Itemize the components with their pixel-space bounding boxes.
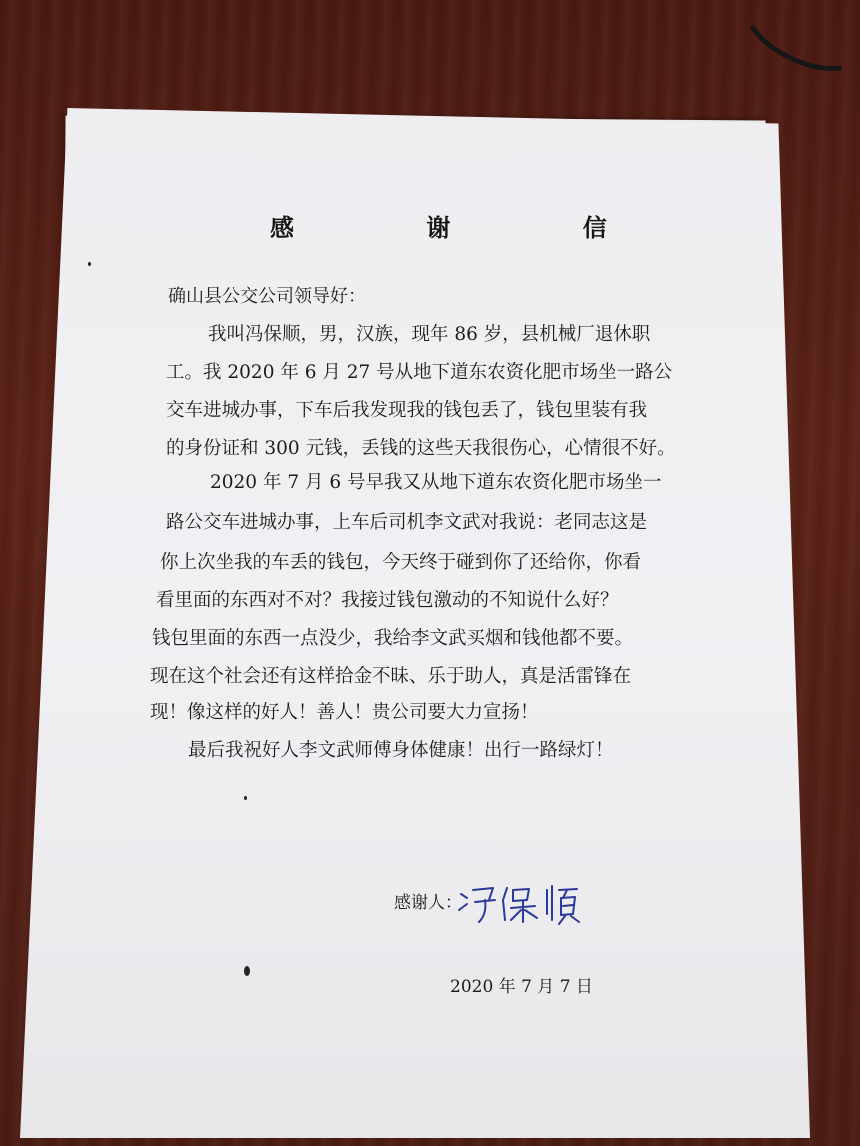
handwritten-signature xyxy=(455,880,585,926)
paragraph-1-line-4: 的身份证和 300 元钱，丢钱的这些天我很伤心，心情很不好。 xyxy=(166,438,676,459)
salutation: 确山县公交公司领导好： xyxy=(168,286,366,307)
paragraph-2-line-2: 路公交车进城办事，上车后司机李文武对我说：老同志这是 xyxy=(166,512,648,533)
letter-paper xyxy=(20,108,810,1138)
letter-title: 感 谢 信 xyxy=(270,213,669,242)
paragraph-1-line-1: 我叫冯保顺，男，汉族，现年 86 岁，县机械厂退休职 xyxy=(208,324,651,345)
paragraph-1-line-3: 交车进城办事，下车后我发现我的钱包丢了，钱包里装有我 xyxy=(166,400,648,421)
ink-speck xyxy=(88,262,91,266)
paragraph-2-line-4: 看里面的东西对不对？我接过钱包激动的不知说什么好？ xyxy=(156,590,619,611)
paragraph-2-line-3: 你上次坐我的车丢的钱包，今天终于碰到你了还给你，你看 xyxy=(160,552,642,573)
cable xyxy=(731,0,860,88)
paragraph-2-line-7: 现！像这样的好人！善人！贵公司要大力宣扬！ xyxy=(150,702,539,723)
paragraph-2-line-5: 钱包里面的东西一点没少，我给李文武买烟和钱他都不要。 xyxy=(152,628,634,649)
paragraph-3-line-1: 最后我祝好人李文武师傅身体健康！出行一路绿灯！ xyxy=(188,740,614,761)
paragraph-2-line-1: 2020 年 7 月 6 号早我又从地下道东农资化肥市场坐一 xyxy=(210,472,662,493)
letter-date: 2020 年 7 月 7 日 xyxy=(450,977,593,997)
paragraph-2-line-6: 现在这个社会还有这样拾金不昧、乐于助人，真是活雷锋在 xyxy=(150,666,632,687)
signer-label: 感谢人： xyxy=(394,893,462,913)
paragraph-1-line-2: 工。我 2020 年 6 月 27 号从地下道东农资化肥市场坐一路公 xyxy=(166,362,673,383)
ink-speck xyxy=(244,796,247,800)
ink-speck xyxy=(244,966,250,976)
